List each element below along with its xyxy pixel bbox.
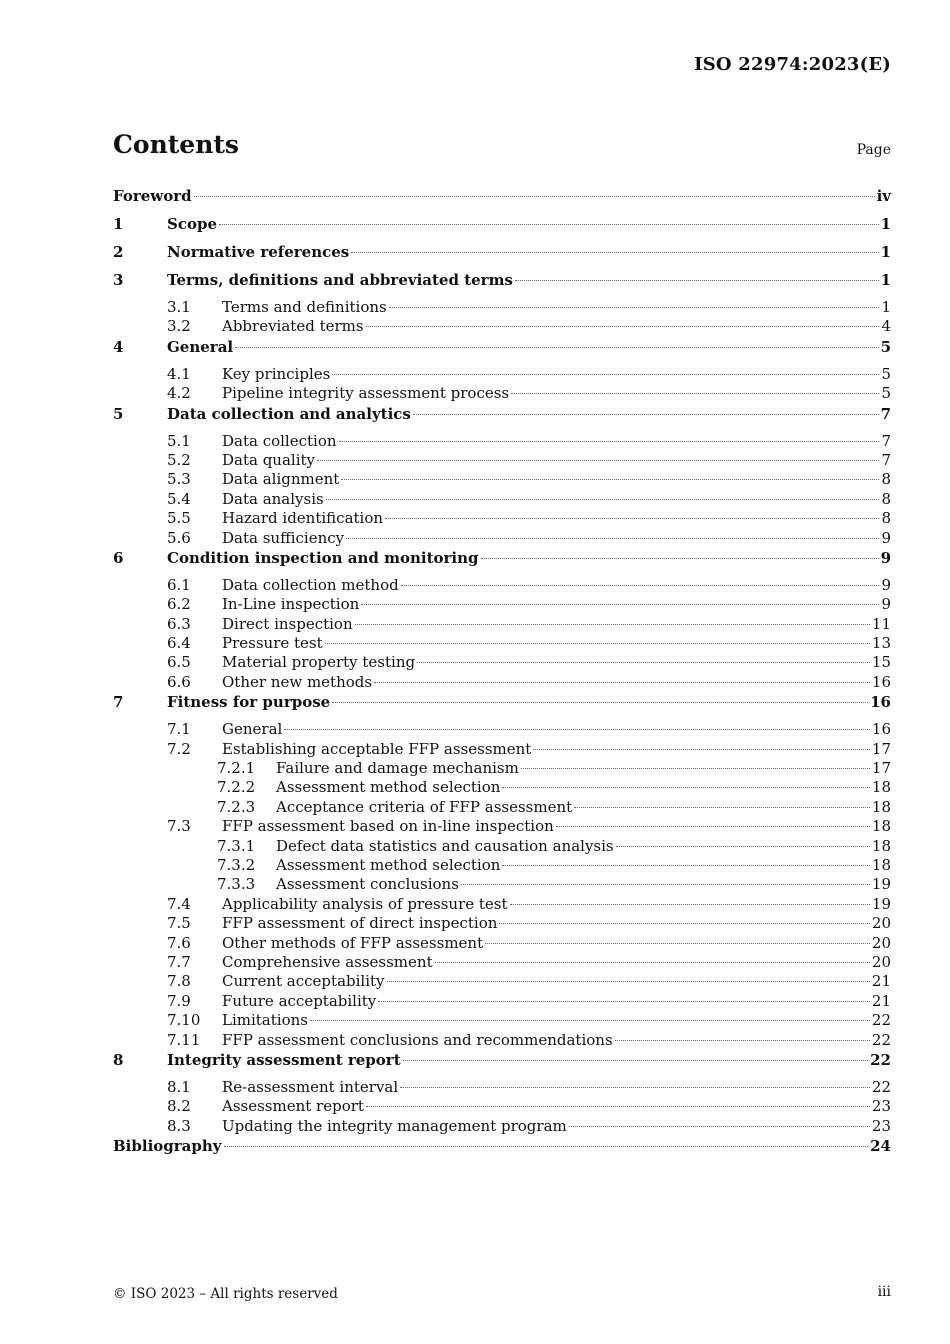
toc-entry-line <box>222 934 891 953</box>
toc-entry-number: 7.2.1 <box>217 759 256 778</box>
toc-entry-line <box>113 186 891 206</box>
toc-entry-line <box>222 1011 891 1030</box>
toc-entry-page: 17 <box>871 759 891 778</box>
toc-entry-title: Normative references <box>167 243 350 261</box>
toc-entry-number: 1 <box>113 215 124 233</box>
toc-entry[interactable] <box>113 1011 891 1030</box>
toc-entry[interactable] <box>113 1050 891 1078</box>
table-of-contents <box>113 186 891 1164</box>
dot-leader <box>401 585 879 586</box>
dot-leader <box>521 768 870 769</box>
toc-entry-line <box>222 451 891 470</box>
toc-entry-line <box>222 432 891 451</box>
toc-entry-number: 2 <box>113 243 124 261</box>
toc-entry-line <box>222 653 891 672</box>
toc-entry-page: 5 <box>880 337 891 356</box>
toc-entry[interactable] <box>113 798 891 817</box>
toc-entry-title: Direct inspection <box>222 614 353 633</box>
toc-entry-line <box>222 384 891 403</box>
toc-entry[interactable] <box>113 634 891 653</box>
toc-entry-title: Abbreviated terms <box>222 317 364 336</box>
toc-entry-title: Assessment method selection <box>276 855 501 874</box>
toc-entry-line <box>167 337 891 357</box>
toc-entry-number: 8.3 <box>167 1116 191 1135</box>
dot-leader <box>556 826 870 827</box>
dot-leader <box>502 865 869 866</box>
dot-leader <box>511 393 879 394</box>
toc-entry-page: 9 <box>881 575 891 594</box>
toc-entry-line <box>222 298 891 317</box>
toc-entry-title: Bibliography <box>113 1137 222 1156</box>
toc-entry-title: Data collection and analytics <box>167 404 411 423</box>
toc-entry[interactable] <box>113 242 891 270</box>
toc-entry-page: 5 <box>881 384 891 403</box>
toc-entry-title: Key principles <box>222 364 331 383</box>
dot-leader <box>355 624 870 625</box>
toc-entry-number: 7.7 <box>167 952 191 971</box>
toc-entry-line <box>222 992 891 1011</box>
dot-leader <box>485 943 870 944</box>
toc-entry-page: 22 <box>870 1050 891 1069</box>
toc-entry-title: In-Line inspection <box>222 595 360 614</box>
toc-entry-number: 7.4 <box>167 894 191 913</box>
dot-leader <box>461 884 870 885</box>
toc-entry-line <box>222 490 891 509</box>
dot-leader <box>325 643 870 644</box>
toc-entry-title: Integrity assessment report <box>167 1050 401 1069</box>
dot-leader <box>417 662 870 663</box>
dot-leader <box>569 1126 870 1127</box>
toc-entry-page: 18 <box>871 836 891 855</box>
toc-entry-page: 1 <box>880 271 891 289</box>
toc-entry-page: 11 <box>871 614 891 633</box>
toc-entry[interactable] <box>113 470 891 489</box>
dot-leader <box>224 1146 869 1147</box>
toc-entry-page: 20 <box>871 952 891 971</box>
toc-entry-title: Acceptance criteria of FFP assessment <box>276 797 573 816</box>
page-title: Contents <box>113 130 240 159</box>
toc-entry-number: 5.4 <box>167 489 191 508</box>
toc-entry-page: 7 <box>881 450 891 469</box>
toc-entry-title: Material property testing <box>222 653 416 672</box>
toc-entry-line <box>222 720 891 739</box>
toc-entry-line <box>276 875 891 894</box>
toc-entry-title: Other new methods <box>222 672 373 691</box>
toc-entry-number: 7.3 <box>167 817 191 836</box>
toc-entry[interactable] <box>113 720 891 739</box>
dot-leader <box>515 280 879 281</box>
toc-entry[interactable] <box>113 778 891 797</box>
toc-entry-page: 16 <box>871 672 891 691</box>
toc-entry-page: 8 <box>881 489 891 508</box>
toc-entry-line <box>222 509 891 528</box>
toc-entry[interactable] <box>113 576 891 595</box>
toc-entry[interactable] <box>113 548 891 576</box>
toc-entry-number: 7.11 <box>167 1030 201 1049</box>
toc-entry-line <box>276 778 891 797</box>
toc-entry-page: 18 <box>871 817 891 836</box>
toc-entry-title: Fitness for purpose <box>167 693 331 712</box>
toc-entry-page: 23 <box>871 1116 891 1135</box>
toc-entry-page: 22 <box>871 1030 891 1049</box>
toc-entry-title: Terms, definitions and abbreviated terms <box>167 271 513 289</box>
toc-entry-page: 21 <box>871 991 891 1010</box>
dot-leader <box>332 702 868 703</box>
toc-entry[interactable] <box>113 1097 891 1116</box>
toc-entry[interactable] <box>113 451 891 470</box>
toc-entry-title: General <box>167 337 234 356</box>
toc-entry-line <box>167 214 891 234</box>
toc-entry[interactable] <box>113 337 891 365</box>
toc-entry-number: 8 <box>113 1050 124 1069</box>
toc-entry[interactable] <box>113 432 891 451</box>
toc-entry-page: 5 <box>881 364 891 383</box>
copyright-footer: © ISO 2023 – All rights reserved <box>113 1286 338 1302</box>
toc-entry-number: 7 <box>113 693 124 712</box>
toc-entry-page: 8 <box>881 470 891 489</box>
toc-entry[interactable] <box>113 914 891 933</box>
toc-entry-line <box>167 404 891 424</box>
toc-entry-title: Hazard identification <box>222 509 384 528</box>
toc-entry-title: Re-assessment interval <box>222 1077 399 1096</box>
toc-entry-line <box>222 365 891 384</box>
toc-entry-line <box>276 798 891 817</box>
toc-entry-line <box>222 595 891 614</box>
toc-entry[interactable] <box>113 214 891 242</box>
document-id: ISO 22974:2023(E) <box>694 54 891 75</box>
toc-entry[interactable] <box>113 653 891 672</box>
toc-entry-line <box>222 615 891 634</box>
toc-entry-title: Data quality <box>222 450 316 469</box>
toc-entry-line <box>167 270 891 290</box>
toc-entry-title: Future acceptability <box>222 991 377 1010</box>
toc-entry[interactable] <box>113 875 891 894</box>
toc-entry[interactable] <box>113 953 891 972</box>
dot-leader <box>326 499 879 500</box>
dot-leader <box>374 682 870 683</box>
dot-leader <box>385 518 879 519</box>
dot-leader <box>366 326 879 327</box>
toc-entry-line <box>222 817 891 836</box>
toc-entry-number: 6.2 <box>167 595 191 614</box>
toc-entry-line <box>222 1031 891 1050</box>
toc-entry-page: 20 <box>871 914 891 933</box>
toc-entry-number: 6.6 <box>167 672 191 691</box>
toc-entry-line <box>276 837 891 856</box>
toc-entry-title: Terms and definitions <box>222 298 387 316</box>
dot-leader <box>366 1106 870 1107</box>
toc-entry[interactable] <box>113 490 891 509</box>
toc-entry-line <box>222 1078 891 1097</box>
dot-leader <box>481 558 879 559</box>
dot-leader <box>341 479 879 480</box>
toc-entry-line <box>222 317 891 336</box>
toc-entry-number: 8.2 <box>167 1097 191 1116</box>
toc-entry-line <box>222 1097 891 1116</box>
toc-entry-title: Assessment conclusions <box>276 875 459 894</box>
toc-entry-title: General <box>222 720 283 739</box>
toc-entry[interactable] <box>113 270 891 298</box>
toc-entry[interactable] <box>113 934 891 953</box>
toc-entry-line <box>167 692 891 712</box>
dot-leader <box>317 460 879 461</box>
toc-entry-number: 7.1 <box>167 720 191 739</box>
dot-leader <box>310 1020 870 1021</box>
toc-entry-line <box>167 1050 891 1070</box>
dot-leader <box>194 196 875 197</box>
toc-entry-title: Defect data statistics and causation analysis <box>276 836 614 855</box>
toc-entry-page: 22 <box>871 1011 891 1030</box>
toc-entry-line <box>222 673 891 692</box>
toc-entry-page: 18 <box>871 855 891 874</box>
toc-entry-number: 4.2 <box>167 384 191 403</box>
toc-entry-number: 5.5 <box>167 509 191 528</box>
toc-entry-number: 6.1 <box>167 575 191 594</box>
dot-leader <box>400 1087 870 1088</box>
toc-entry[interactable] <box>113 856 891 875</box>
toc-entry-page: 15 <box>871 653 891 672</box>
toc-entry-page: 17 <box>871 739 891 758</box>
toc-entry[interactable] <box>113 992 891 1011</box>
dot-leader <box>389 307 879 308</box>
toc-entry-line <box>113 1136 891 1156</box>
dot-leader <box>351 252 878 253</box>
dot-leader <box>378 1001 870 1002</box>
toc-entry[interactable] <box>113 384 891 403</box>
toc-entry-number: 6.3 <box>167 614 191 633</box>
toc-entry-title: Data alignment <box>222 470 340 489</box>
toc-entry-title: Current acceptability <box>222 972 385 991</box>
toc-entry-number: 6.5 <box>167 653 191 672</box>
toc-entry-page: 18 <box>871 797 891 816</box>
dot-leader <box>235 347 878 348</box>
toc-entry-line <box>222 529 891 548</box>
toc-entry-page: 1 <box>880 215 891 233</box>
dot-leader <box>387 981 870 982</box>
toc-entry-page: 9 <box>881 528 891 547</box>
toc-entry-title: FFP assessment of direct inspection <box>222 914 498 933</box>
toc-entry-title: Limitations <box>222 1011 308 1030</box>
toc-entry[interactable] <box>113 1031 891 1050</box>
toc-entry-title: Comprehensive assessment <box>222 952 433 971</box>
toc-entry[interactable] <box>113 595 891 614</box>
toc-entry-number: 4.1 <box>167 364 191 383</box>
toc-entry-page: 20 <box>871 933 891 952</box>
toc-entry[interactable] <box>113 615 891 634</box>
toc-entry-title: Other methods of FFP assessment <box>222 933 484 952</box>
toc-entry-page: 21 <box>871 972 891 991</box>
toc-entry-number: 3.2 <box>167 317 191 336</box>
toc-entry-number: 7.2.3 <box>217 797 256 816</box>
toc-entry-line <box>276 856 891 875</box>
toc-entry-page: 4 <box>881 317 891 336</box>
toc-entry-title: Data collection <box>222 431 337 450</box>
dot-leader <box>615 1040 870 1041</box>
dot-leader <box>502 787 869 788</box>
dot-leader <box>284 729 870 730</box>
toc-entry-page: 18 <box>871 778 891 797</box>
toc-entry-page: 19 <box>871 894 891 913</box>
toc-entry-page: 19 <box>871 875 891 894</box>
toc-entry-line <box>222 972 891 991</box>
toc-entry[interactable] <box>113 365 891 384</box>
toc-entry-page: 9 <box>880 548 891 567</box>
toc-entry-number: 5.2 <box>167 450 191 469</box>
toc-entry[interactable] <box>113 509 891 528</box>
toc-entry-title: Establishing acceptable FFP assessment <box>222 739 532 758</box>
toc-entry-page: 9 <box>881 595 891 614</box>
toc-entry-title: Data sufficiency <box>222 528 345 547</box>
toc-entry-title: Failure and damage mechanism <box>276 759 519 778</box>
toc-entry-line <box>222 470 891 489</box>
toc-entry-line <box>222 740 891 759</box>
toc-entry-number: 7.3.1 <box>217 836 256 855</box>
toc-entry[interactable] <box>113 1136 891 1164</box>
page-column-label: Page <box>856 142 891 158</box>
toc-entry-title: Scope <box>167 215 218 233</box>
toc-entry-line <box>222 634 891 653</box>
dot-leader <box>413 414 879 415</box>
toc-entry-number: 7.5 <box>167 914 191 933</box>
toc-entry[interactable] <box>113 759 891 778</box>
toc-entry[interactable] <box>113 673 891 692</box>
page-number: iii <box>877 1284 891 1300</box>
toc-entry-number: 5.3 <box>167 470 191 489</box>
toc-entry[interactable] <box>113 817 891 836</box>
dot-leader <box>403 1060 868 1061</box>
toc-entry-number: 5.1 <box>167 431 191 450</box>
toc-entry-line <box>222 895 891 914</box>
toc-entry-title: Assessment method selection <box>276 778 501 797</box>
toc-entry-title: Pressure test <box>222 634 323 653</box>
toc-entry-title: Data analysis <box>222 489 324 508</box>
dot-leader <box>435 962 870 963</box>
toc-entry[interactable] <box>113 1078 891 1097</box>
toc-entry-number: 5 <box>113 404 124 423</box>
toc-entry[interactable] <box>113 692 891 720</box>
toc-entry-page: 13 <box>871 634 891 653</box>
dot-leader <box>533 749 870 750</box>
toc-entry[interactable] <box>113 186 891 214</box>
toc-entry-number: 7.3.2 <box>217 855 256 874</box>
toc-entry-number: 7.9 <box>167 991 191 1010</box>
toc-entry-title: Updating the integrity management program <box>222 1116 567 1135</box>
toc-entry-page: 16 <box>871 720 891 739</box>
dot-leader <box>616 846 870 847</box>
toc-entry-page: 8 <box>881 509 891 528</box>
toc-entry-line <box>222 576 891 595</box>
toc-entry-line <box>167 548 891 568</box>
toc-entry-number: 7.3.3 <box>217 875 256 894</box>
toc-entry-title: Assessment report <box>222 1097 364 1116</box>
dot-leader <box>499 923 870 924</box>
dot-leader <box>332 374 879 375</box>
dot-leader <box>346 538 879 539</box>
toc-entry-title: Condition inspection and monitoring <box>167 548 479 567</box>
toc-entry-number: 4 <box>113 337 124 356</box>
toc-entry-title: Data collection method <box>222 575 399 594</box>
toc-entry-number: 7.8 <box>167 972 191 991</box>
toc-entry-number: 7.10 <box>167 1011 201 1030</box>
toc-entry-page: 22 <box>871 1077 891 1096</box>
toc-entry[interactable] <box>113 317 891 336</box>
toc-entry-number: 7.2.2 <box>217 778 256 797</box>
toc-entry[interactable] <box>113 972 891 991</box>
toc-entry-number: 6 <box>113 548 124 567</box>
toc-entry-number: 3.1 <box>167 298 191 316</box>
toc-entry-line <box>276 759 891 778</box>
toc-entry-number: 6.4 <box>167 634 191 653</box>
dot-leader <box>339 441 879 442</box>
toc-entry-number: 7.2 <box>167 739 191 758</box>
toc-entry[interactable] <box>113 837 891 856</box>
dot-leader <box>510 904 870 905</box>
toc-entry-number: 8.1 <box>167 1077 191 1096</box>
dot-leader <box>574 807 870 808</box>
toc-entry[interactable] <box>113 740 891 759</box>
toc-entry-page: iv <box>876 187 891 205</box>
toc-entry-title: Applicability analysis of pressure test <box>222 894 508 913</box>
toc-entry-page: 1 <box>880 243 891 261</box>
toc-entry-number: 7.6 <box>167 933 191 952</box>
toc-entry-page: 24 <box>870 1137 891 1156</box>
toc-entry-line <box>222 914 891 933</box>
toc-entry[interactable] <box>113 895 891 914</box>
toc-entry-title: FFP assessment based on in-line inspection <box>222 817 554 836</box>
toc-entry-page: 1 <box>881 298 891 316</box>
toc-entry-line <box>167 242 891 262</box>
toc-entry-line <box>222 953 891 972</box>
toc-entry-line <box>222 1117 891 1136</box>
toc-entry-number: 5.6 <box>167 528 191 547</box>
toc-entry-title: Foreword <box>113 187 192 205</box>
toc-entry[interactable] <box>113 298 891 317</box>
toc-entry-number: 3 <box>113 271 124 289</box>
dot-leader <box>219 224 879 225</box>
toc-entry[interactable] <box>113 529 891 548</box>
toc-entry-page: 16 <box>870 693 891 712</box>
toc-entry[interactable] <box>113 1117 891 1136</box>
toc-entry-page: 23 <box>871 1097 891 1116</box>
dot-leader <box>361 604 879 605</box>
toc-entry-page: 7 <box>881 431 891 450</box>
toc-entry-title: Pipeline integrity assessment process <box>222 384 510 403</box>
toc-entry-page: 7 <box>880 404 891 423</box>
toc-entry[interactable] <box>113 404 891 432</box>
toc-entry-title: FFP assessment conclusions and recommendations <box>222 1030 613 1049</box>
